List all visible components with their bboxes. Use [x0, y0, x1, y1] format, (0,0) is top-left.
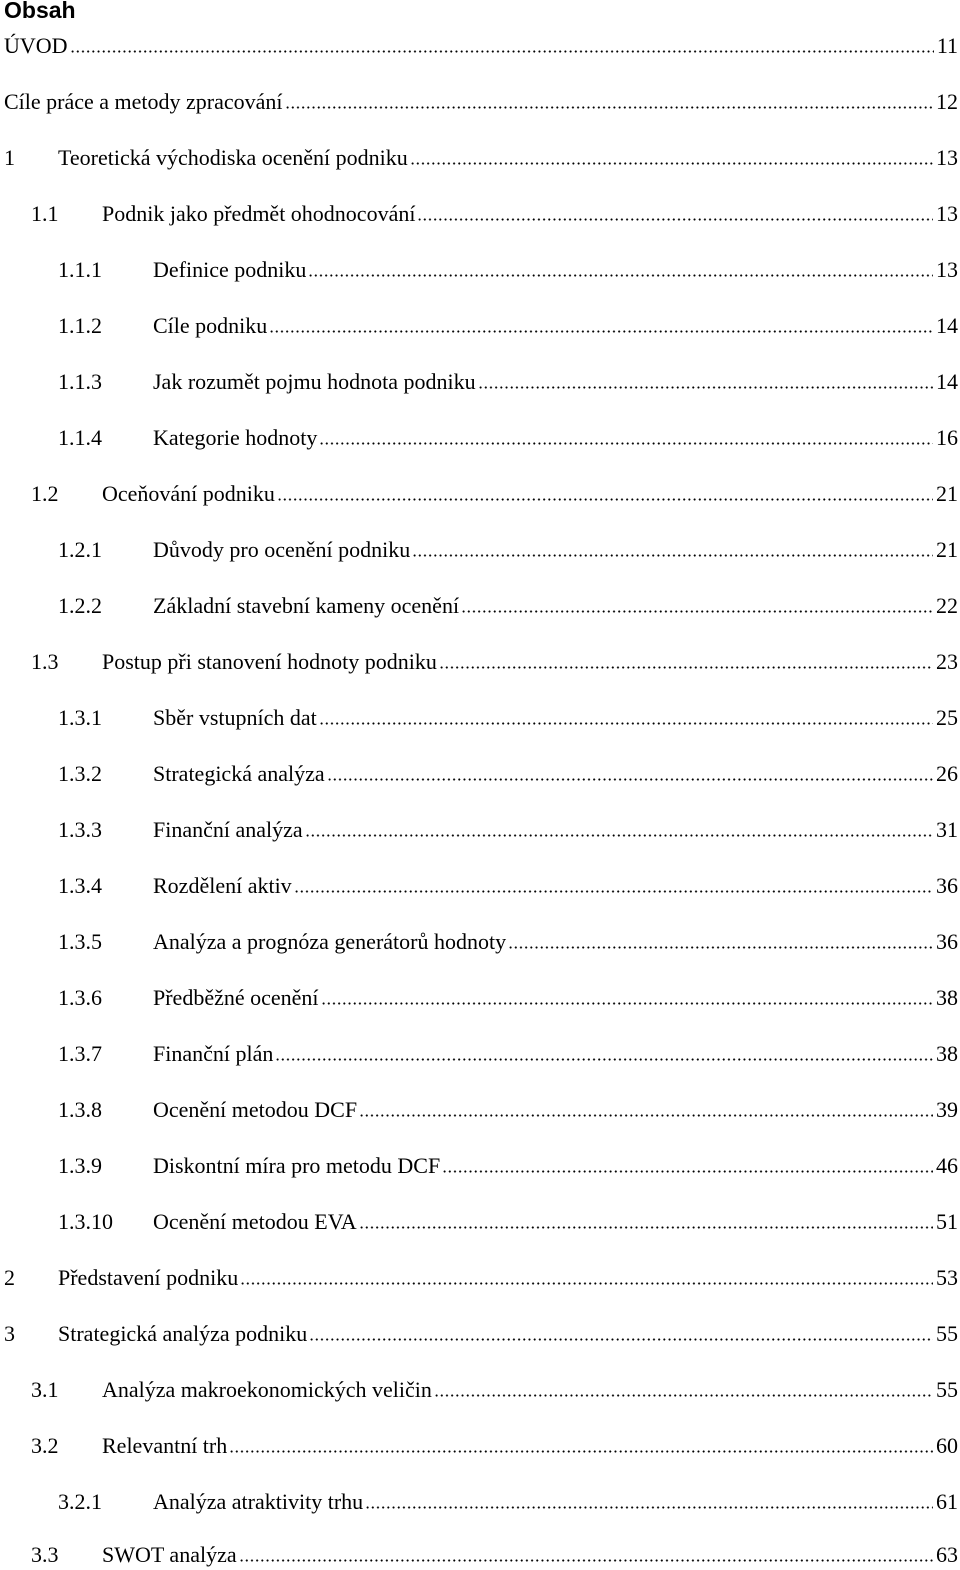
toc-entry-1-2[interactable]	[31, 475, 958, 507]
dot-leader	[239, 1559, 933, 1562]
toc-entry-title: Jak rozumět pojmu hodnota podniku	[153, 369, 476, 394]
toc-entry-page: 36	[936, 873, 958, 898]
toc-entry-page: 16	[936, 425, 958, 450]
toc-entry-page: 36	[936, 929, 958, 954]
toc-entry-title: Cíle práce a metody zpracování	[4, 89, 283, 114]
toc-entry-title: Finanční plán	[153, 1041, 274, 1066]
dot-leader	[319, 722, 933, 725]
toc-entry-title: Představení podniku	[58, 1265, 239, 1290]
dot-leader	[439, 666, 933, 669]
toc-entry-page: 14	[936, 313, 958, 338]
toc-entry-1-3-6[interactable]	[58, 979, 958, 1011]
toc-entry-title: Finanční analýza	[153, 817, 303, 842]
toc-entry-number: 1.3.5	[58, 929, 102, 954]
toc-entry-3-3[interactable]	[31, 1536, 958, 1568]
toc-entry-title: Analýza a prognóza generátorů hodnoty	[153, 929, 507, 954]
toc-entry-1-2-2[interactable]	[58, 587, 958, 619]
dot-leader	[359, 1226, 933, 1229]
toc-entry-number: 1.2	[31, 481, 59, 506]
toc-entry-1-1-2[interactable]	[58, 307, 958, 339]
toc-entry-1-3-8[interactable]	[58, 1091, 958, 1123]
toc-entry-number: 2	[4, 1265, 15, 1290]
toc-entry-page: 38	[936, 1041, 958, 1066]
toc-entry-number: 1.3	[31, 649, 59, 674]
toc-entry-number: 1.1	[31, 201, 59, 226]
dot-leader	[305, 834, 933, 837]
dot-leader	[269, 330, 933, 333]
toc-entry-1-1-4[interactable]	[58, 419, 958, 451]
toc-entry-3-2[interactable]	[31, 1427, 958, 1459]
toc-entry-page: 55	[936, 1377, 958, 1402]
toc-entry-title: Strategická analýza podniku	[58, 1321, 308, 1346]
toc-entry-number: 1.1.3	[58, 369, 102, 394]
toc-entry-number: 1.1.2	[58, 313, 102, 338]
toc-entry-1-2-1[interactable]	[58, 531, 958, 563]
toc-entry-number: 1.2.2	[58, 593, 102, 618]
toc-entry-number: 1.3.9	[58, 1153, 102, 1178]
toc-entry-page: 53	[936, 1265, 958, 1290]
toc-entry-1-3-3[interactable]	[58, 811, 958, 843]
toc-entry-title: Diskontní míra pro metodu DCF	[153, 1153, 441, 1178]
dot-leader	[359, 1114, 933, 1117]
toc-entry-1-3-1[interactable]	[58, 699, 958, 731]
toc-entry-1-3-4[interactable]	[58, 867, 958, 899]
toc-entry-number: 1.3.7	[58, 1041, 102, 1066]
dot-leader	[229, 1450, 933, 1453]
toc-entry-page: 13	[936, 201, 958, 226]
dot-leader	[275, 1058, 933, 1061]
toc-entry-page: 55	[936, 1321, 958, 1346]
toc-entry-1-3-7[interactable]	[58, 1035, 958, 1067]
dot-leader	[508, 946, 933, 949]
toc-entry-title: Definice podniku	[153, 257, 307, 282]
toc-entry-page: 11	[936, 33, 958, 58]
toc-entry-number: 1.3.4	[58, 873, 102, 898]
toc-entry-1-1-1[interactable]	[58, 251, 958, 283]
toc-entry-page: 38	[936, 985, 958, 1010]
toc-entry-1-3-2[interactable]	[58, 755, 958, 787]
toc-entry-title: Postup při stanovení hodnoty podniku	[102, 649, 437, 674]
toc-entry-title: Rozdělení aktiv	[153, 873, 292, 898]
toc-entry-page: 31	[936, 817, 958, 842]
toc-entry-page: 22	[936, 593, 958, 618]
toc-entry-title: ÚVOD	[4, 33, 68, 58]
toc-entry-title: Základní stavební kameny ocenění	[153, 593, 460, 618]
dot-leader	[308, 274, 933, 277]
toc-entry-1-3-10[interactable]	[58, 1203, 958, 1235]
toc-entry-title: Sběr vstupních dat	[153, 705, 317, 730]
toc-entry-3[interactable]	[4, 1315, 958, 1347]
toc-entry-number: 1.2.1	[58, 537, 102, 562]
toc-entry-page: 63	[936, 1542, 958, 1567]
dot-leader	[240, 1282, 933, 1285]
dot-leader	[294, 890, 933, 893]
toc-heading: Obsah	[4, 0, 76, 23]
toc-entry-title: Cíle podniku	[153, 313, 268, 338]
toc-entry-page: 23	[936, 649, 958, 674]
toc-entry-page: 12	[936, 89, 958, 114]
toc-entry-title: Oceňování podniku	[102, 481, 275, 506]
toc-entry-page: 21	[936, 537, 958, 562]
dot-leader	[321, 1002, 933, 1005]
toc-entry-1-1-3[interactable]	[58, 363, 958, 395]
toc-entry-number: 3.1	[31, 1377, 59, 1402]
toc-entry-uvod[interactable]	[4, 27, 958, 59]
toc-entry-3-2-1[interactable]	[58, 1483, 958, 1515]
dot-leader	[461, 610, 933, 613]
toc-entry-page: 21	[936, 481, 958, 506]
dot-leader	[434, 1394, 933, 1397]
toc-entry-number: 1.3.1	[58, 705, 102, 730]
toc-entry-title: Ocenění metodou EVA	[153, 1209, 357, 1234]
toc-entry-number: 1.3.3	[58, 817, 102, 842]
dot-leader	[417, 218, 933, 221]
toc-entry-number: 1.1.4	[58, 425, 102, 450]
dot-leader	[365, 1506, 933, 1509]
toc-entry-cile-prace[interactable]	[4, 83, 958, 115]
toc-entry-number: 3.3	[31, 1542, 59, 1567]
toc-entry-1-3[interactable]	[31, 643, 958, 675]
dot-leader	[410, 162, 933, 165]
toc-entry-number: 1	[4, 145, 15, 170]
dot-leader	[277, 498, 933, 501]
toc-entry-page: 60	[936, 1433, 958, 1458]
dot-leader	[327, 778, 933, 781]
toc-entry-number: 1.3.10	[58, 1209, 113, 1234]
toc-entry-number: 1.3.8	[58, 1097, 102, 1122]
toc-entry-number: 3.2	[31, 1433, 59, 1458]
toc-entry-title: Předběžné ocenění	[153, 985, 319, 1010]
toc-entry-title: Relevantní trh	[102, 1433, 228, 1458]
dot-leader	[442, 1170, 933, 1173]
toc-entry-1[interactable]	[4, 139, 958, 171]
toc-entry-number: 3	[4, 1321, 15, 1346]
toc-entry-title: Strategická analýza	[153, 761, 325, 786]
toc-entry-number: 3.2.1	[58, 1489, 102, 1514]
toc-entry-number: 1.1.1	[58, 257, 102, 282]
dot-leader	[412, 554, 933, 557]
toc-entry-page: 14	[936, 369, 958, 394]
toc-entry-title: Kategorie hodnoty	[153, 425, 318, 450]
toc-entry-2[interactable]	[4, 1259, 958, 1291]
toc-entry-page: 25	[936, 705, 958, 730]
toc-entry-page: 39	[936, 1097, 958, 1122]
toc-entry-page: 13	[936, 145, 958, 170]
toc-entry-1-1[interactable]	[31, 195, 958, 227]
dot-leader	[285, 106, 933, 109]
toc-entry-title: Teoretická východiska ocenění podniku	[58, 145, 408, 170]
toc-entry-title: Podnik jako předmět ohodnocování	[102, 201, 416, 226]
toc-entry-title: Důvody pro ocenění podniku	[153, 537, 411, 562]
toc-entry-number: 1.3.2	[58, 761, 102, 786]
toc-entry-page: 46	[936, 1153, 958, 1178]
toc-entry-page: 13	[936, 257, 958, 282]
toc-entry-page: 61	[936, 1489, 958, 1514]
toc-entry-title: Analýza atraktivity trhu	[153, 1489, 364, 1514]
toc-entry-page: 51	[936, 1209, 958, 1234]
toc-entry-1-3-5[interactable]	[58, 923, 958, 955]
toc-entry-title: SWOT analýza	[102, 1542, 237, 1567]
dot-leader	[309, 1338, 933, 1341]
toc-entry-title: Ocenění metodou DCF	[153, 1097, 358, 1122]
dot-leader	[319, 442, 933, 445]
toc-entry-page: 26	[936, 761, 958, 786]
toc-entry-number: 1.3.6	[58, 985, 102, 1010]
toc-entry-1-3-9[interactable]	[58, 1147, 958, 1179]
dot-leader	[478, 386, 933, 389]
toc-entry-3-1[interactable]	[31, 1371, 958, 1403]
toc-entry-title: Analýza makroekonomických veličin	[102, 1377, 432, 1402]
dot-leader	[70, 50, 934, 53]
